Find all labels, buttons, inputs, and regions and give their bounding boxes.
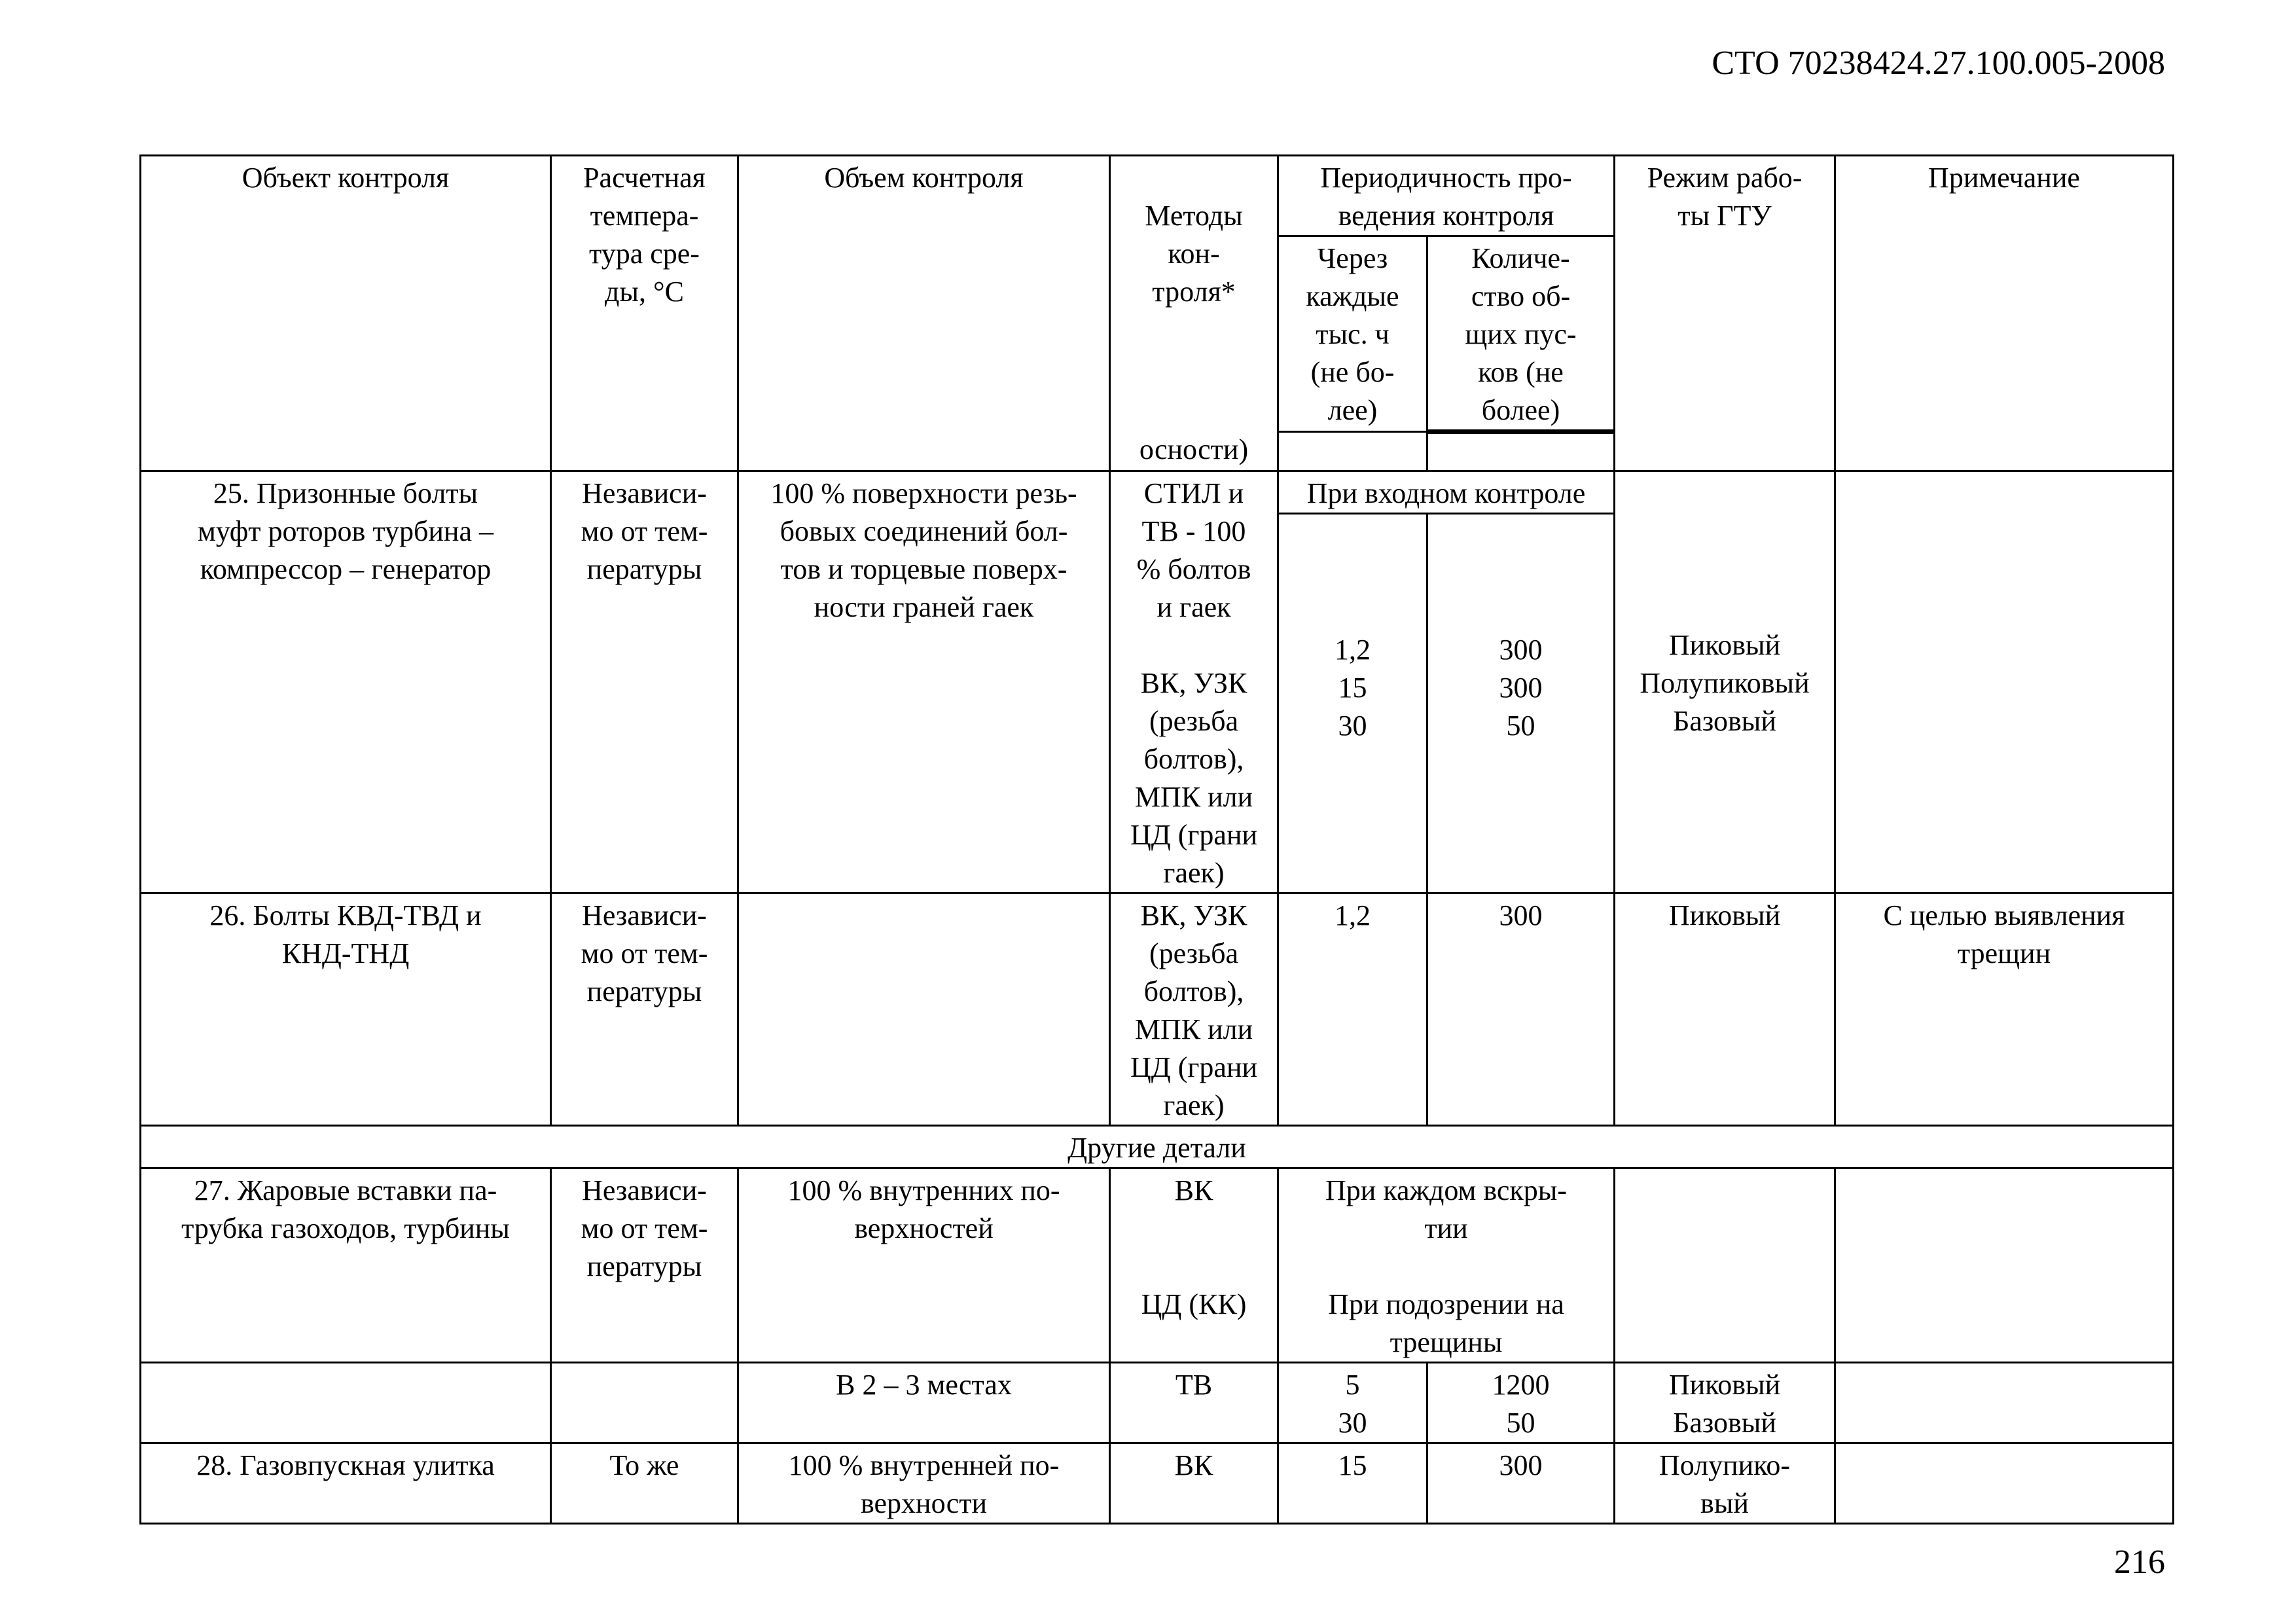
row28-object: 28. Газовпускная улитка [141, 1443, 551, 1524]
row27b-every-thousand-hours: 5 30 [1278, 1363, 1427, 1443]
row28-methods: ВК [1110, 1443, 1278, 1524]
header-note: Примечание [1835, 156, 2174, 471]
document-code: СТО 70238424.27.100.005-2008 [1712, 45, 2165, 82]
row25-input-control: При входном контроле [1278, 471, 1615, 514]
row27-note [1835, 1168, 2174, 1363]
row26-methods: ВК, УЗК (резьба болтов), МПК или ЦД (грани гаек) [1110, 893, 1278, 1126]
row28-volume: 100 % внутренней по- верхности [738, 1443, 1110, 1524]
header-mode: Режим рабо- ты ГТУ [1615, 156, 1835, 471]
header-periodicity: Периодичность про- ведения контроля [1278, 156, 1615, 236]
page-number: 216 [2114, 1543, 2165, 1581]
header-empty-cell [1427, 432, 1615, 471]
row27-temperature: Независи- мо от тем- пературы [551, 1168, 738, 1363]
header-empty-cell [1278, 432, 1427, 471]
header-methods-label: Методы кон- троля* [1145, 200, 1243, 308]
row26-mode: Пиковый [1615, 893, 1835, 1126]
row28-mode: Полупико- вый [1615, 1443, 1835, 1524]
header-every-thousand-hours: Через каждые тыс. ч (не бо- лее) [1278, 236, 1427, 432]
row27b-number-of-starts: 1200 50 [1427, 1363, 1615, 1443]
row26-note: С целью выявления трещин [1835, 893, 2174, 1126]
row27-object: 27. Жаровые вставки па- трубка газоходов, турбины [141, 1168, 551, 1363]
row25-temperature: Независи- мо от тем- пературы [551, 471, 738, 893]
row26-object: 26. Болты КВД-ТВД и КНД-ТНД [141, 893, 551, 1126]
row28-temperature: То же [551, 1443, 738, 1524]
row25-mode: Пиковый Полупиковый Базовый [1615, 471, 1835, 893]
row27-periodicity: При каждом вскры- тии При подозрении на трещины [1278, 1168, 1615, 1363]
row25-number-of-starts: 300 300 50 [1427, 514, 1615, 893]
header-volume: Объем контроля [738, 156, 1110, 471]
row27b-methods: ТВ [1110, 1363, 1278, 1443]
row27-volume: 100 % внутренних по- верхностей [738, 1168, 1110, 1363]
row25-methods: СТИЛ и ТВ - 100 % болтов и гаек ВК, УЗК (резьба болтов), МПК или ЦД (грани гаек) [1110, 471, 1278, 893]
row28-number-of-starts: 300 [1427, 1443, 1615, 1524]
row27b-note [1835, 1363, 2174, 1443]
control-table [139, 154, 2174, 1525]
row27-mode [1615, 1168, 1835, 1363]
row27b-temperature [551, 1363, 738, 1443]
row27-methods: ВК ЦД (КК) [1110, 1168, 1278, 1363]
header-object: Объект контроля [141, 156, 551, 471]
row26-volume [738, 893, 1110, 1126]
row27b-volume: В 2 – 3 местах [738, 1363, 1110, 1443]
row25-every-thousand-hours: 1,2 15 30 [1278, 514, 1427, 893]
header-temperature: Расчетная темпера- тура сре- ды, °С [551, 156, 738, 471]
row25-object: 25. Призонные болты муфт роторов турбина – компрессор – генератор [141, 471, 551, 893]
row25-volume: 100 % поверхности резь- бовых соединений бол- тов и торцевые поверх- ности граней гаек [738, 471, 1110, 893]
header-number-of-starts: Количе- ство об- щих пус- ков (не более) [1427, 236, 1615, 432]
row27b-mode: Пиковый Базовый [1615, 1363, 1835, 1443]
row28-every-thousand-hours: 15 [1278, 1443, 1427, 1524]
row27b-object [141, 1363, 551, 1443]
row25-note [1835, 471, 2174, 893]
row26-temperature: Независи- мо от тем- пературы [551, 893, 738, 1126]
section-other-parts: Другие детали [141, 1126, 2174, 1168]
header-methods-bottom: осности) [1139, 433, 1249, 465]
row26-every-thousand-hours: 1,2 [1278, 893, 1427, 1126]
row26-number-of-starts: 300 [1427, 893, 1615, 1126]
row28-note [1835, 1443, 2174, 1524]
header-methods [1110, 156, 1278, 471]
